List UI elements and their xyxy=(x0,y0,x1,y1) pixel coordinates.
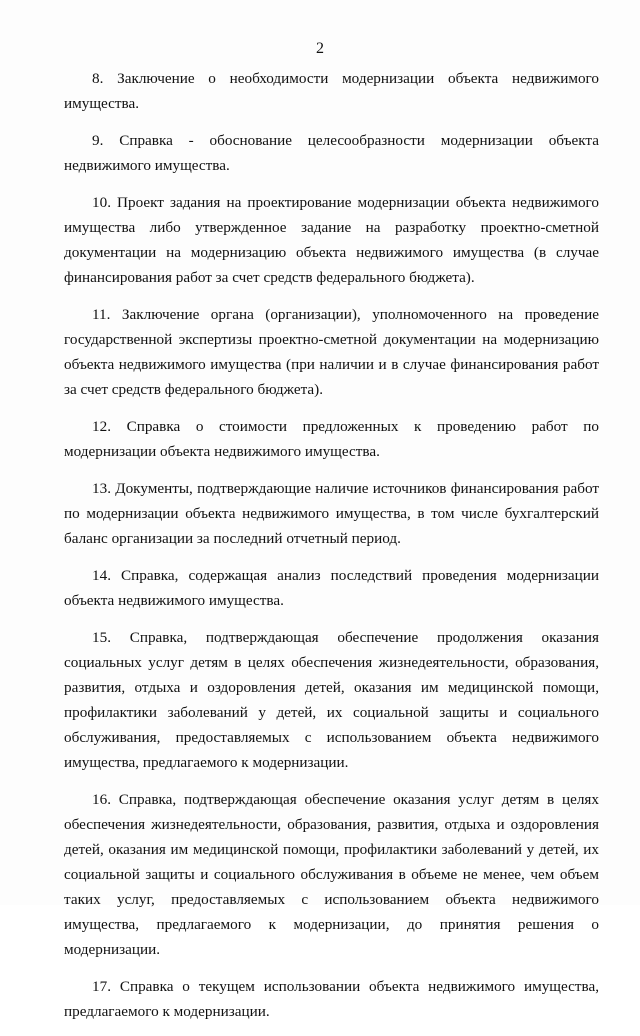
list-item-17: 17. Справка о текущем использовании объекта недвижимого имущества, предлагаемого к модернизации. xyxy=(64,978,599,1020)
list-item-12: 12. Справка о стоимости предложенных к проведению работ по модернизации объекта недвижимого имущества. xyxy=(64,418,599,460)
list-item-11: 11. Заключение органа (организации), уполномоченного на проведение государственной экспертизы проектно-сметной документации на модернизацию объекта недвижимого имущества (при наличии и в случае финансирования работ за счет средств федерального бюджета). xyxy=(64,306,599,398)
list-item-14: 14. Справка, содержащая анализ последствий проведения модернизации объекта недвижимого имущества. xyxy=(64,567,599,609)
list-item-15: 15. Справка, подтверждающая обеспечение продолжения оказания социальных услуг детям в целях обеспечения жизнедеятельности, образования, развития, отдыха и оздоровления детей, оказания им медицинской помощи, профилактики заболеваний у детей, их социальной защиты и социального обслуживания, предоставляемых с использованием объекта недвижимого имущества, предлагаемого к модернизации. xyxy=(64,629,599,771)
document-body xyxy=(64,66,599,1036)
list-item-9: 9. Справка - обоснование целесообразности модернизации объекта недвижимого имущества. xyxy=(64,132,599,174)
list-item-13: 13. Документы, подтверждающие наличие источников финансирования работ по модернизации объекта недвижимого имущества, в том числе бухгалтерский баланс организации за последний отчетный период. xyxy=(64,480,599,547)
page-number: 2 xyxy=(316,40,324,57)
list-item-16: 16. Справка, подтверждающая обеспечение оказания услуг детям в целях обеспечения жизнедеятельности, образования, развития, отдыха и оздоровления детей, оказания им медицинской помощи, профилактики заболеваний у детей, их социальной защиты и социального обслуживания в объеме не менее, чем объем таких услуг, предоставляемых с использованием объекта недвижимого имущества, предлагаемого к модернизации, до принятия решения о модернизации. xyxy=(64,791,599,958)
list-item-10: 10. Проект задания на проектирование модернизации объекта недвижимого имущества либо утвержденное задание на разработку проектно-сметной документации на модернизацию объекта недвижимого имущества (в случае финансирования работ за счет средств федерального бюджета). xyxy=(64,194,599,286)
list-item-8: 8. Заключение о необходимости модернизации объекта недвижимого имущества. xyxy=(64,70,599,112)
